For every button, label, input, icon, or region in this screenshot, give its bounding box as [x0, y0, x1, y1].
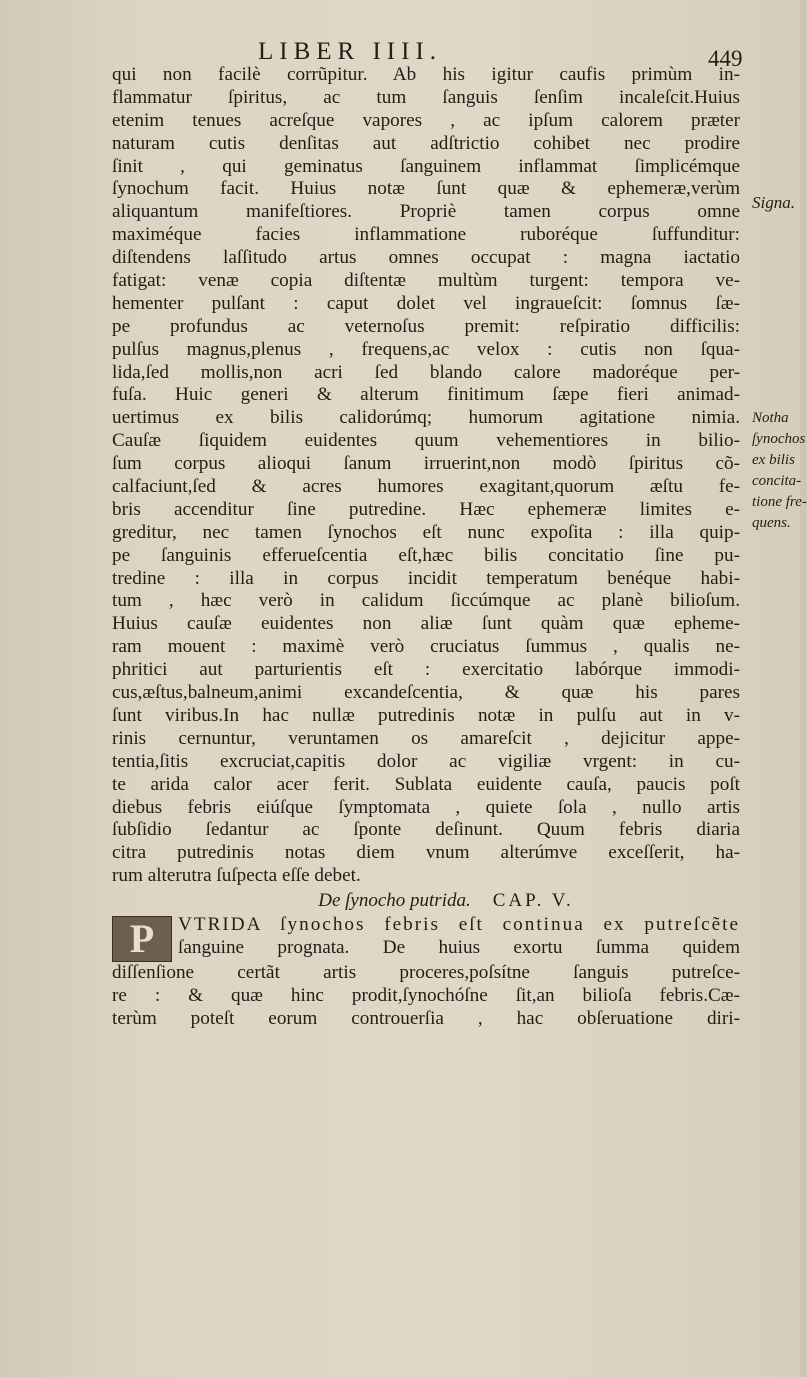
- text-line: ſum corpus alioqui ſanum irruerint,non modò ſpiritus cõ-: [112, 453, 740, 475]
- text-line: rinis cernuntur, veruntamen os amareſcit , dejicitur appe-: [112, 727, 740, 749]
- text-line: ram mouent : maximè verò cruciatus ſummus , qualis ne-: [112, 636, 740, 658]
- text-line: fuſa. Huic generi & alterum finitimum ſæpe fieri animad-: [112, 384, 740, 406]
- text-line: aliquantum manifeſtiores. Propriè tamen corpus omne: [112, 201, 740, 223]
- text-line: ſinit , qui geminatus ſanguinem inflammat ſimplicémque: [112, 155, 740, 177]
- text-line: citra putredinis notas diem vnum alterúmve exceſſerit, ha-: [112, 842, 740, 864]
- text-line: tum , hæc verò in calidum ſiccúmque ac planè bilioſum.: [112, 590, 740, 612]
- text-line: VTRIDA ſynochos febris eſt continua ex putreſcẽte: [178, 914, 740, 936]
- margin-note-signa: Signa.: [752, 193, 795, 212]
- text-line: Huius cauſæ euidentes non aliæ ſunt quàm quæ epheme-: [112, 613, 740, 635]
- text-line: uertimus ex bilis calidorúmq; humorum agitatione nimia.: [112, 407, 740, 429]
- text-line: pulſus magnus,plenus , frequens,ac velox : cutis non ſqua-: [112, 338, 740, 360]
- margin-note-line: concita-: [752, 473, 802, 489]
- chapter-heading: [112, 888, 740, 914]
- text-line: tredine : illa in corpus incidit temperatum benéque habi-: [112, 567, 740, 589]
- text-line: terùm poteſt eorum controuerſia , hac obſeruatione diri-: [112, 1007, 740, 1029]
- margin-note-line: Notha: [752, 410, 789, 426]
- text-line: lida,ſed mollis,non acri ſed blando calore madoréque per-: [112, 361, 740, 383]
- text-line: fatigat: venæ copia diſtentæ multùm turgent: tempora ve-: [112, 270, 740, 292]
- text-line: Cauſæ ſiquidem euidentes quum vehementiores in bilio-: [112, 430, 740, 452]
- margin-note-line: ſynochos: [752, 431, 806, 447]
- text-line: greditur, nec tamen ſynochos eſt nunc expoſita : illa quip-: [112, 521, 740, 543]
- text-line: diſtendens laſſitudo artus omnes occupat : magna iactatio: [112, 247, 740, 269]
- running-title: LIBER IIII.: [258, 38, 443, 65]
- margin-note-line: tione fre-: [752, 494, 807, 510]
- text-line: etenim tenues acreſque vapores , ac ipſum calorem præter: [112, 109, 740, 131]
- text-line: diſſenſione certãt artis proceres,poſsítne ſanguis putreſce-: [112, 962, 740, 984]
- text-line: maximéque facies inflammatione ruboréque ſuffunditur:: [112, 224, 740, 246]
- text-line: ſynochum facit. Huius notæ ſunt quæ & ephemeræ,verùm: [112, 178, 740, 200]
- text-line: ſubſidio ſedantur ac ſponte deſinunt. Quum febris diaria: [112, 819, 740, 841]
- text-line: hementer pulſant : caput dolet vel ingraueſcit: ſomnus ſæ-: [112, 292, 740, 314]
- paragraph-2: [112, 914, 740, 1031]
- text-line: naturam cutis denſitas aut adſtrictio cohibet nec prodire: [112, 132, 740, 154]
- text-line: phritici aut parturientis eſt : exercitatio labórque immodi-: [112, 659, 740, 681]
- body-text: [112, 64, 740, 1031]
- text-line: calfaciunt,ſed & acres humores exagitant,quorum æſtu fe-: [112, 476, 740, 498]
- text-line: pe profundus ac veternoſus premit: reſpiratio difficilis:: [112, 315, 740, 337]
- text-line: ſanguine prognata. De huius exortu ſumma quidem: [178, 936, 740, 958]
- margin-note-line: quens.: [752, 515, 791, 531]
- paragraph-1: [112, 64, 740, 888]
- text-line: ſunt viribus.In hac nullæ putredinis notæ in pulſu aut in v-: [112, 704, 740, 726]
- text-line: te arida calor acer ferit. Sublata euidente cauſa, paucis poſt: [112, 773, 740, 795]
- text-line: re : & quæ hinc prodit,ſynochóſne ſit,an bilioſa febris.Cæ-: [112, 984, 740, 1006]
- margin-note-notha: [752, 408, 807, 534]
- text-line: pe ſanguinis efferueſcentia eſt,hæc bilis concitatio ſine pu-: [112, 544, 740, 566]
- text-line: tentia,ſitis excruciat,capitis dolor ac vigiliæ vrgent: in cu-: [112, 750, 740, 772]
- text-line: diebus febris eiúſque ſymptomata , quiete ſola , nullo artis: [112, 796, 740, 818]
- text-line: cus,æſtus,balneum,animi excandeſcentia, & quæ his pares: [112, 682, 740, 704]
- text-line: flammatur ſpiritus, ac tum ſanguis ſenſim incaleſcit.Huius: [112, 86, 740, 108]
- text-line: rum alterutra ſuſpecta eſſe debet.: [112, 865, 361, 887]
- chapter-number: CAP. V.: [492, 890, 574, 912]
- margin-note-line: ex bilis: [752, 452, 795, 468]
- chapter-title: De ſynocho putrida.: [318, 890, 471, 912]
- text-line: qui non facilè corrũpitur. Ab his igitur caufis primùm in-: [112, 64, 740, 85]
- decorated-initial: P: [112, 916, 172, 962]
- text-line: bris accenditur ſine putredine. Hæc ephemeræ limites e-: [112, 498, 740, 520]
- page-number: 449: [708, 46, 743, 71]
